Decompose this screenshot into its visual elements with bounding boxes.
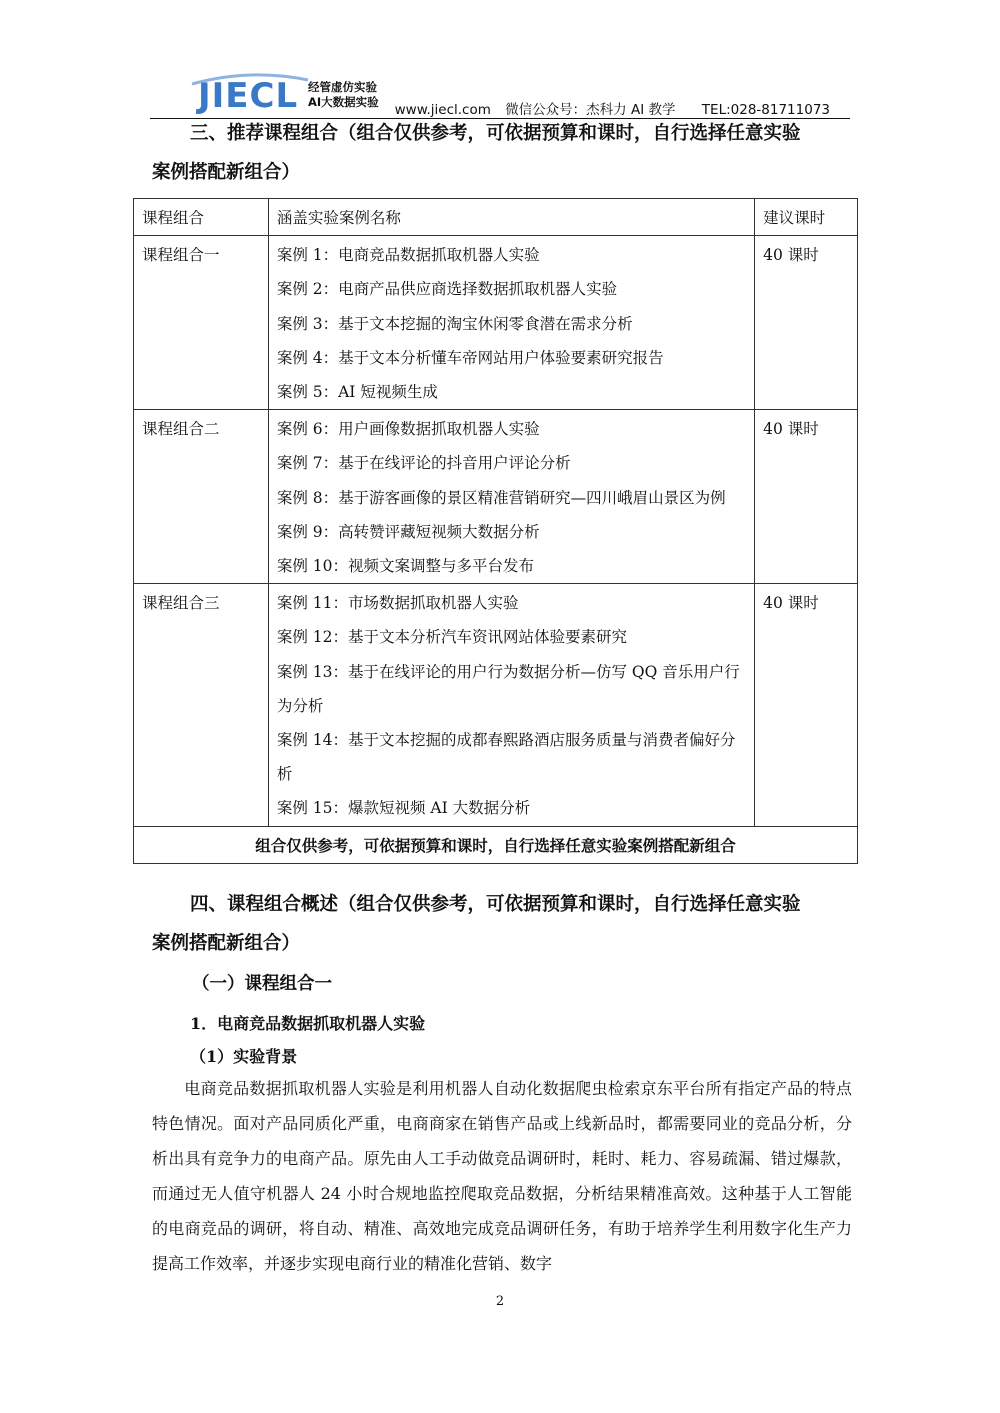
table-note-row (134, 826, 858, 863)
cases-cell (268, 236, 754, 410)
hours-cell: 40 课时 (755, 584, 858, 826)
case-item: 案例 4：基于文本分析懂车帝网站用户体验要素研究报告 (276, 348, 664, 367)
cases-cell (268, 584, 754, 826)
hours-cell: 40 课时 (755, 236, 858, 410)
case-item: 案例 7：基于在线评论的抖音用户评论分析 (276, 454, 571, 473)
case-item: 案例 3：基于文本挖掘的淘宝休闲零食潜在需求分析 (276, 314, 633, 333)
case-item: 案例 1：电商竞品数据抓取机器人实验 (276, 246, 540, 265)
section-4-heading: 四、课程组合概述（组合仅供参考，可依据预算和课时，自行选择任意实验 案例搭配新组合） (152, 894, 801, 954)
page-number: 2 (495, 1294, 505, 1309)
case-item: 案例 9：高转赞评藏短视频大数据分析 (276, 522, 540, 541)
section-3-heading: 三、推荐课程组合（组合仅供参考，可依据预算和课时，自行选择任意实验 案例搭配新组合） (152, 123, 801, 183)
website: www.jiecl.com (394, 102, 491, 118)
group-cell: 课程组合一 (134, 236, 269, 410)
case-item: 案例 11：市场数据抓取机器人实验 (276, 594, 519, 613)
background-paragraph: 电商竞品数据抓取机器人实验是利用机器人自动化数据爬虫检索京东平台所有指定产品的特点特色情况。面对产品同质化严重，电商商家在销售产品或上线新品时，都需要同业的竞品分析，分析出具有竞争力的电商产品。原先由人工手动做竞品调研时，耗时、耗力、容易疏漏、错过爆款，而通过无人值守机器人 24 小时合规地监控爬取竞品数据，分析结果精准高效。这种基于人工智能的电商竞品的调研，将自动、精准、高效地完成竞品调研任务，有助于培养学生利用数字化生产力提高工作效率，并逐步实现电商行业的精准化营销、数字 (152, 1079, 852, 1273)
header-cell: 课程组合 (134, 199, 269, 236)
telephone: TEL:028-81711073 (701, 102, 830, 118)
case-item: 案例 8：基于游客画像的景区精准营销研究—四川峨眉山景区为例 (276, 488, 726, 507)
hours-cell: 40 课时 (755, 410, 858, 584)
logo-subtitle: 经管虚仿实验 AI大数据实验 (308, 80, 379, 109)
group-cell: 课程组合三 (134, 584, 269, 826)
case-item: 案例 12：基于文本分析汽车资讯网站体验要素研究 (276, 628, 627, 647)
table-row (134, 236, 858, 410)
table-row (134, 584, 858, 826)
cases-cell (268, 410, 754, 584)
course-combo-table (133, 198, 858, 864)
group-cell: 课程组合二 (134, 410, 269, 584)
case-item: 案例 10：视频文案调整与多平台发布 (276, 557, 534, 576)
experiment-background-heading: （1）实验背景 (190, 1047, 298, 1066)
case-item: 案例 2：电商产品供应商选择数据抓取机器人实验 (276, 280, 618, 299)
experiment-title: 1．电商竞品数据抓取机器人实验 (190, 1014, 426, 1033)
table-row (134, 410, 858, 584)
page-header (150, 72, 850, 120)
case-item: 案例 15：爆款短视频 AI 大数据分析 (276, 799, 531, 818)
table-header-row (134, 199, 858, 236)
table-note: 组合仅供参考，可依据预算和课时，自行选择任意实验案例搭配新组合 (134, 826, 858, 863)
header-cell: 涵盖实验案例名称 (268, 199, 754, 236)
header-cell: 建议课时 (755, 199, 858, 236)
case-item: 案例 14：基于文本挖掘的成都春熙路酒店服务质量与消费者偏好分析 (276, 731, 736, 784)
logo: JIECL (198, 76, 299, 116)
case-item: 案例 6：用户画像数据抓取机器人实验 (276, 420, 540, 439)
case-item: 案例 13：基于在线评论的用户行为数据分析—仿写 QQ 音乐用户行为分析 (276, 662, 740, 715)
subsection-heading: （一）课程组合一 (192, 974, 332, 994)
wechat: 微信公众号：杰科力 AI 教学 (505, 102, 676, 118)
case-item: 案例 5：AI 短视频生成 (276, 383, 438, 402)
